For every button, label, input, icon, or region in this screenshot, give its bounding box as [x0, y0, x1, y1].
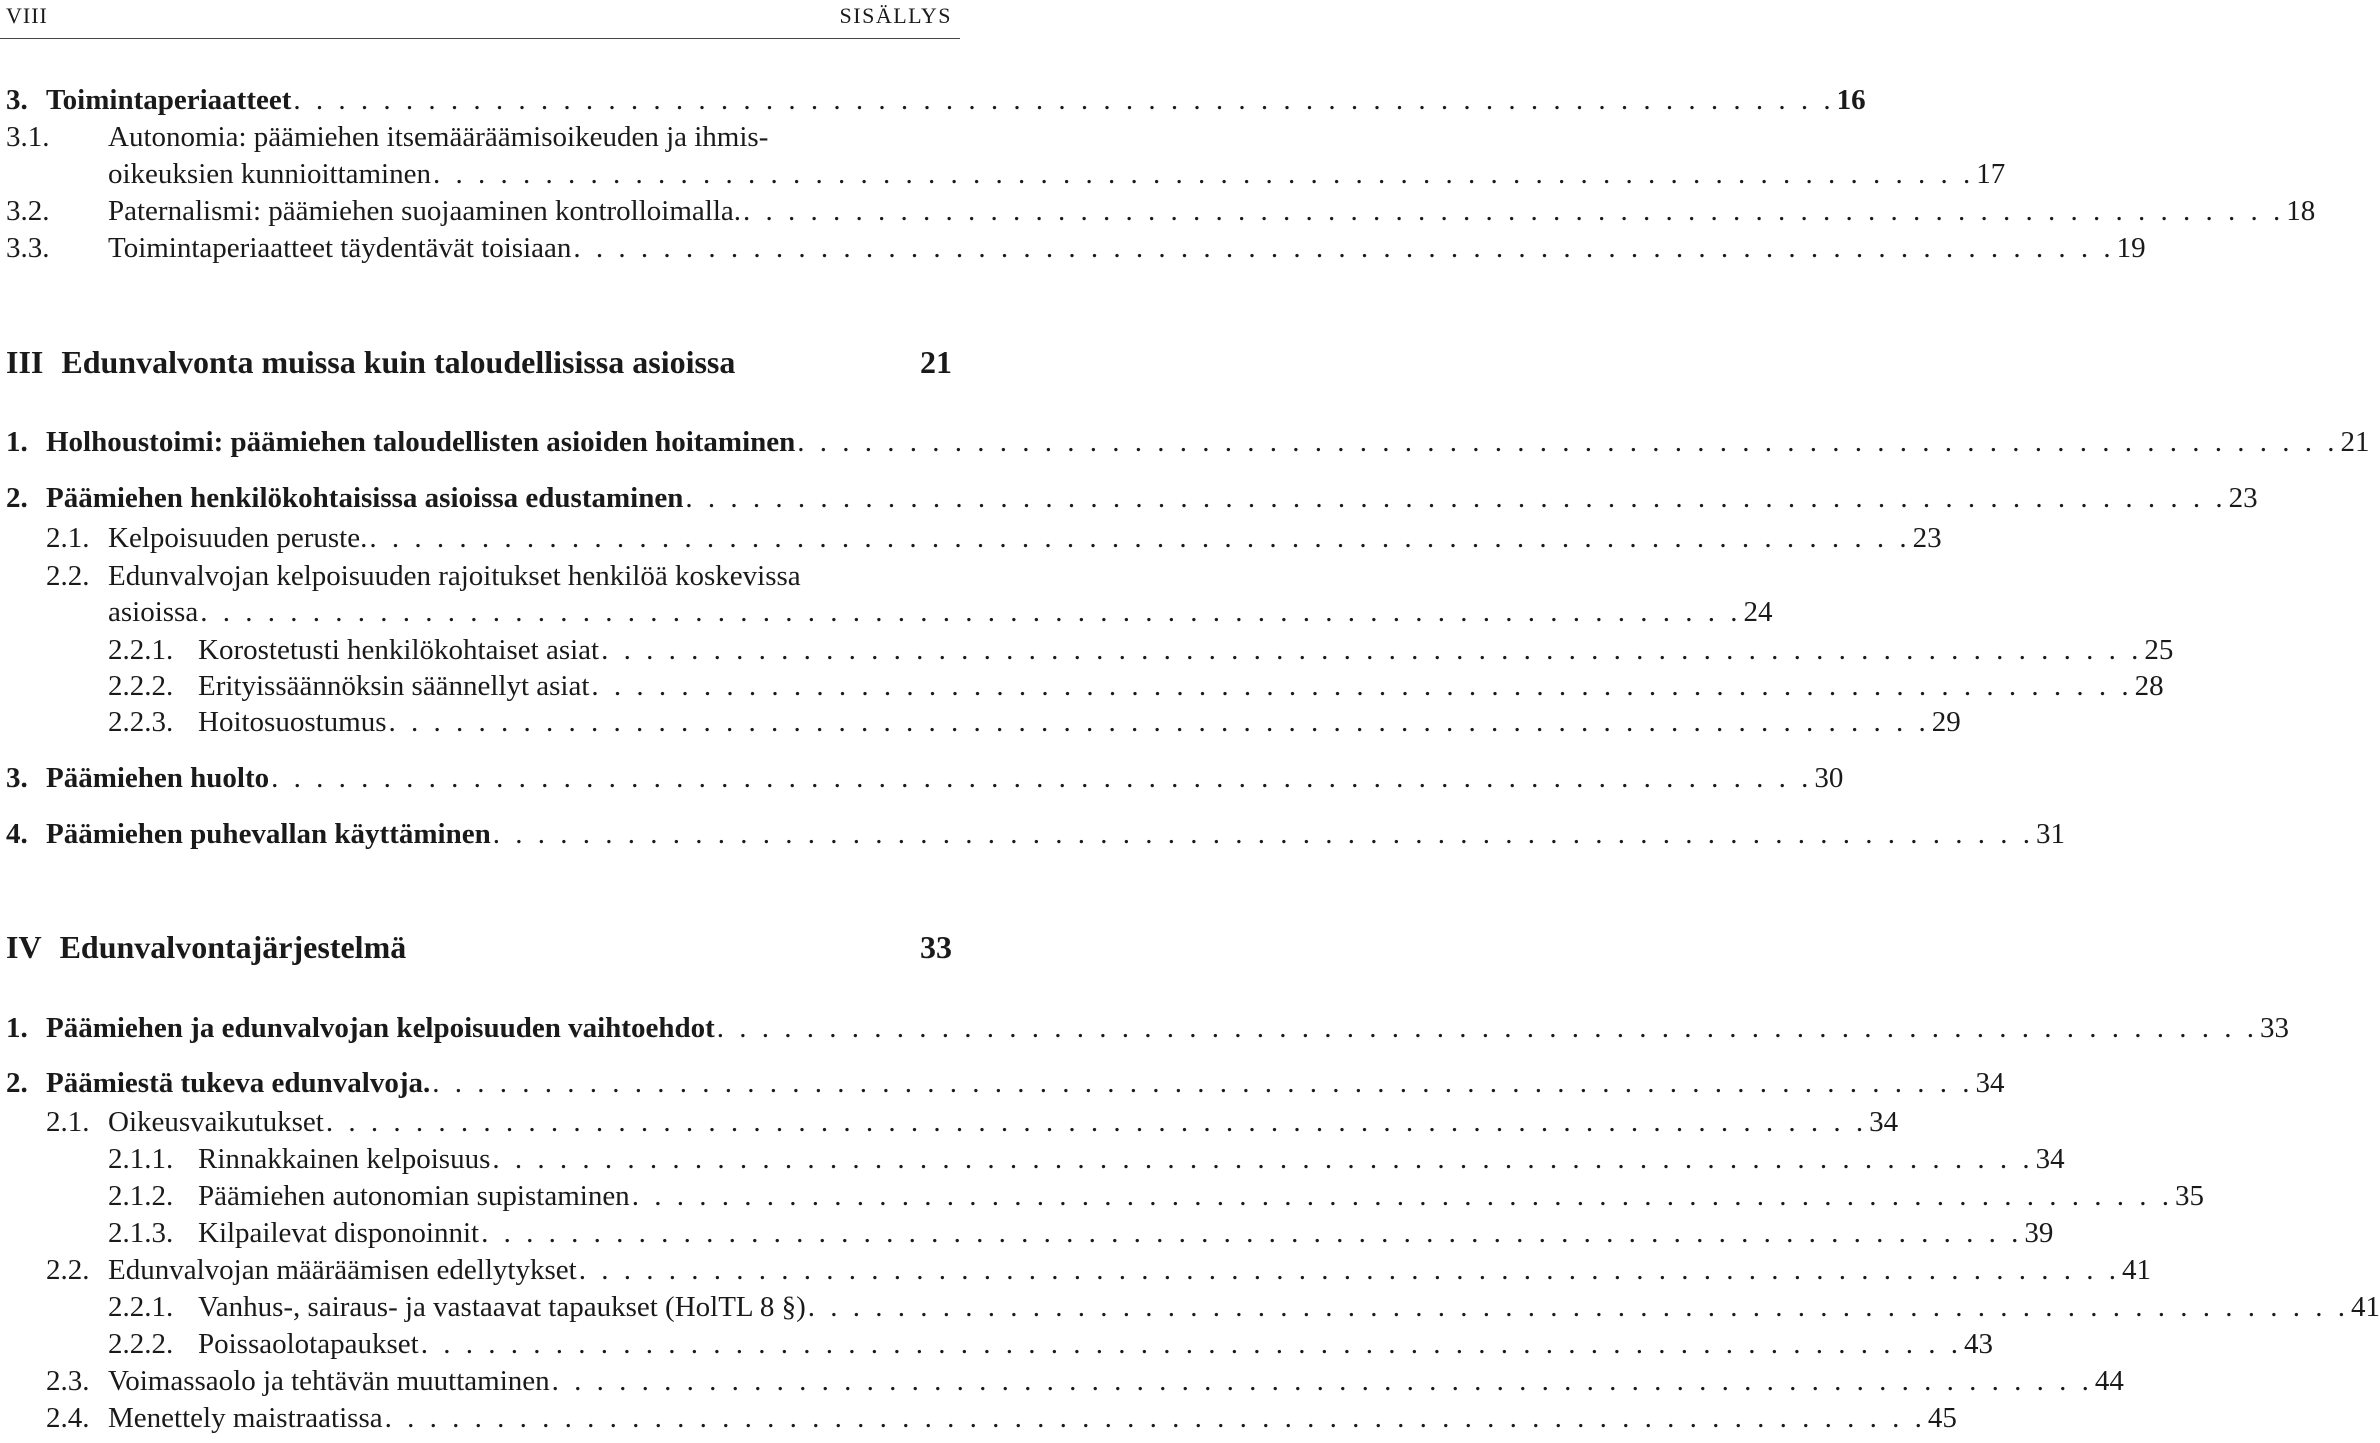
- toc-entry-title: Edunvalvojan määräämisen edellytykset: [108, 1254, 577, 1286]
- toc-entry-page: 30: [1814, 762, 1844, 794]
- toc-entry-number: 2.2.2.: [108, 1328, 174, 1360]
- toc-entry[interactable]: [6, 522, 1942, 558]
- toc-entry[interactable]: [6, 1143, 2065, 1179]
- page-number-roman: VIII: [6, 3, 48, 28]
- toc-entry-number: 2.2.: [46, 560, 90, 592]
- toc-entry[interactable]: [6, 706, 1961, 742]
- toc-entry-number: 3.: [6, 84, 28, 116]
- dot-leader: . . . . . . . . . . . . . . . . . . . . . . . . . . . . . . . . . . . . . . . . . . . . . . . . . . . . . . . . . . . . . . . . . . . . .: [492, 818, 2034, 850]
- toc-entry[interactable]: [6, 1067, 2005, 1103]
- toc-entry-page: 34: [1975, 1067, 2005, 1099]
- toc-entry-title: Paternalismi: päämiehen suojaaminen kontrolloimalla.: [108, 195, 742, 227]
- toc-entry-number: 2.: [6, 1067, 28, 1099]
- toc-entry-page: 24: [1743, 596, 1773, 628]
- toc-entry-number: 2.2.1.: [108, 1291, 174, 1323]
- toc-entry-title: Päämiehen ja edunvalvojan kelpoisuuden vaihtoehdot: [46, 1012, 715, 1044]
- toc-entry[interactable]: [6, 426, 2370, 462]
- toc-entry[interactable]: [6, 482, 2258, 518]
- toc-entry-title-cont: asioissa: [108, 596, 199, 628]
- toc-entry-page: 34: [2035, 1143, 2065, 1175]
- dot-leader: . . . . . . . . . . . . . . . . . . . . . . . . . . . . . . . . . . . . . . . . . . . . . . . . . . . . . . . . . . . . . . . . . . . . .: [797, 426, 2339, 458]
- dot-leader: . . . . . . . . . . . . . . . . . . . . . . . . . . . . . . . . . . . . . . . . . . . . . . . . . . . . . . . . . . . . . . . . . . . . .: [388, 706, 1930, 738]
- dot-leader: . . . . . . . . . . . . . . . . . . . . . . . . . . . . . . . . . . . . . . . . . . . . . . . . . . . . . . . . . . . . . . . . . . . . .: [573, 232, 2115, 264]
- dot-leader: . . . . . . . . . . . . . . . . . . . . . . . . . . . . . . . . . . . . . . . . . . . . . . . . . . . . . . . . . . . . . . . . . . . . .: [369, 522, 1911, 554]
- toc-entry-page: 21: [2340, 426, 2370, 458]
- toc-entry-title: Päämiehen puhevallan käyttäminen: [46, 818, 491, 850]
- toc-entry-page: 33: [2259, 1012, 2289, 1044]
- toc-entry-title: Rinnakkainen kelpoisuus: [198, 1143, 491, 1175]
- toc-entry[interactable]: [6, 1402, 1957, 1438]
- toc-entry-title: Päämiehen henkilökohtaisissa asioissa edustaminen: [46, 482, 684, 514]
- toc-entry-continuation[interactable]: [108, 596, 1773, 632]
- toc-entry[interactable]: [6, 1012, 2289, 1048]
- dot-leader: . . . . . . . . . . . . . . . . . . . . . . . . . . . . . . . . . . . . . . . . . . . . . . . . . . . . . . . . . . . . . . . . . . . . .: [578, 1254, 2120, 1286]
- toc-entry-number: 2.4.: [46, 1402, 90, 1434]
- toc-entry-title: Vanhus-, sairaus- ja vastaavat tapaukset (HolTL 8 §): [198, 1291, 806, 1323]
- part-heading[interactable]: [6, 344, 952, 384]
- toc-entry-number: 2.1.2.: [108, 1180, 174, 1212]
- part-page: 21: [920, 344, 952, 380]
- toc-entry-page: 39: [2024, 1217, 2054, 1249]
- toc-entry-page: 31: [2035, 818, 2065, 850]
- toc-entry[interactable]: [6, 762, 1844, 798]
- toc-entry-number: 3.1.: [6, 121, 50, 153]
- toc-entry-page: 19: [2116, 232, 2146, 264]
- dot-leader: . . . . . . . . . . . . . . . . . . . . . . . . . . . . . . . . . . . . . . . . . . . . . . . . . . . . . . . . . . . . . . . . . . . . .: [200, 596, 1742, 628]
- toc-entry-page: 18: [2286, 195, 2316, 227]
- toc-entry-number: 2.1.1.: [108, 1143, 174, 1175]
- dot-leader: . . . . . . . . . . . . . . . . . . . . . . . . . . . . . . . . . . . . . . . . . . . . . . . . . . . . . . . . . . . . . . . . . . . . .: [325, 1106, 1868, 1138]
- part-number: IV: [6, 929, 42, 965]
- toc-entry-page: 43: [1963, 1328, 1993, 1360]
- toc-entry-page: 16: [1836, 84, 1866, 116]
- toc-entry[interactable]: [6, 560, 958, 596]
- toc-entry[interactable]: [6, 232, 2146, 268]
- toc-entry[interactable]: [6, 1291, 2380, 1327]
- toc-entry-number: 2.2.1.: [108, 634, 174, 666]
- toc-entry[interactable]: [6, 1106, 1899, 1142]
- toc-entry-title: Erityissäännöksin säännellyt asiat: [198, 670, 590, 702]
- dot-leader: . . . . . . . . . . . . . . . . . . . . . . . . . . . . . . . . . . . . . . . . . . . . . . . . . . . . . . . . . . . . . . . . . . . . .: [551, 1365, 2093, 1397]
- toc-entry[interactable]: [6, 1328, 1993, 1364]
- toc-entry-number: 2.1.3.: [108, 1217, 174, 1249]
- dot-leader: . . . . . . . . . . . . . . . . . . . . . . . . . . . . . . . . . . . . . . . . . . . . . . . . . . . . . . . . . . . . . . . . . . . . .: [293, 84, 1835, 116]
- page-header: [0, 0, 960, 39]
- toc-entry-number: 3.2.: [6, 195, 50, 227]
- toc-entry-title: Päämiestä tukeva edunvalvoja.: [46, 1067, 431, 1099]
- dot-leader: . . . . . . . . . . . . . . . . . . . . . . . . . . . . . . . . . . . . . . . . . . . . . . . . . . . . . . . . . . . . . . . . . . . . .: [685, 482, 2227, 514]
- toc-entry-page: 35: [2174, 1180, 2204, 1212]
- toc-entry-number: 2.2.: [46, 1254, 90, 1286]
- toc-entry-title: Edunvalvojan kelpoisuuden rajoitukset henkilöä koskevissa: [108, 560, 801, 592]
- toc-entry-title: Autonomia: päämiehen itsemääräämisoikeuden ja ihmis-: [108, 121, 769, 153]
- toc-entry[interactable]: [6, 121, 958, 157]
- toc-entry-page: 28: [2134, 670, 2164, 702]
- toc-entry-title-cont: oikeuksien kunnioittaminen: [108, 158, 431, 190]
- toc-entry-title: Menettely maistraatissa: [108, 1402, 383, 1434]
- toc-entry-number: 2.1.: [46, 1106, 90, 1138]
- toc-entry-title: Voimassaolo ja tehtävän muuttaminen: [108, 1365, 550, 1397]
- toc-entry-title: Holhoustoimi: päämiehen taloudellisten asioiden hoitaminen: [46, 426, 796, 458]
- toc-entry-title: Päämiehen huolto: [46, 762, 270, 794]
- toc-entry-title: Poissaolotapaukset: [198, 1328, 419, 1360]
- toc-entry-page: 23: [2228, 482, 2258, 514]
- toc-entry[interactable]: [6, 818, 2065, 854]
- dot-leader: . . . . . . . . . . . . . . . . . . . . . . . . . . . . . . . . . . . . . . . . . . . . . . . . . . . . . . . . . . . . . . . . . . . . .: [716, 1012, 2258, 1044]
- toc-entry-page: 23: [1912, 522, 1942, 554]
- toc-entry[interactable]: [6, 670, 2164, 706]
- dot-leader: . . . . . . . . . . . . . . . . . . . . . . . . . . . . . . . . . . . . . . . . . . . . . . . . . . . . . . . . . . . . . . . . . . . . .: [481, 1217, 2023, 1249]
- toc-entry-title: Kelpoisuuden peruste.: [108, 522, 368, 554]
- dot-leader: . . . . . . . . . . . . . . . . . . . . . . . . . . . . . . . . . . . . . . . . . . . . . . . . . . . . . . . . . . . . . . . . . . . . .: [743, 195, 2285, 227]
- toc-entry-number: 1.: [6, 426, 28, 458]
- part-number: III: [6, 344, 44, 380]
- dot-leader: . . . . . . . . . . . . . . . . . . . . . . . . . . . . . . . . . . . . . . . . . . . . . . . . . . . . . . . . . . . . . . . . . . . . .: [384, 1402, 1926, 1434]
- toc-entry-number: 3.: [6, 762, 28, 794]
- toc-entry-number: 2.2.3.: [108, 706, 174, 738]
- dot-leader: . . . . . . . . . . . . . . . . . . . . . . . . . . . . . . . . . . . . . . . . . . . . . . . . . . . . . . . . . . . . . . . . . . . . .: [631, 1180, 2173, 1212]
- part-title: Edunvalvontajärjestelmä: [59, 929, 407, 965]
- toc-entry-page: 25: [2144, 634, 2174, 666]
- toc-entry-number: 4.: [6, 818, 28, 850]
- toc-entry-number: 2.: [6, 482, 28, 514]
- toc-entry-page: 17: [1976, 158, 2006, 190]
- toc-entry-title: Päämiehen autonomian supistaminen: [198, 1180, 630, 1212]
- dot-leader: . . . . . . . . . . . . . . . . . . . . . . . . . . . . . . . . . . . . . . . . . . . . . . . . . . . . . . . . . . . . . . . . . . . . .: [807, 1291, 2349, 1323]
- toc-entry-page: 41: [2350, 1291, 2380, 1323]
- dot-leader: . . . . . . . . . . . . . . . . . . . . . . . . . . . . . . . . . . . . . . . . . . . . . . . . . . . . . . . . . . . . . . . . . . . . .: [591, 670, 2133, 702]
- toc-entry-continuation[interactable]: [108, 158, 2006, 194]
- toc-entry-page: 41: [2121, 1254, 2151, 1286]
- toc-entry[interactable]: [6, 84, 1866, 120]
- toc-entry[interactable]: [6, 1365, 2124, 1401]
- toc-entry-page: 44: [2094, 1365, 2124, 1397]
- toc-entry-title: Toimintaperiaatteet täydentävät toisiaan: [108, 232, 572, 264]
- dot-leader: . . . . . . . . . . . . . . . . . . . . . . . . . . . . . . . . . . . . . . . . . . . . . . . . . . . . . . . . . . . . . . . . . . . . .: [432, 1067, 1974, 1099]
- toc-entry[interactable]: [6, 634, 2174, 670]
- dot-leader: . . . . . . . . . . . . . . . . . . . . . . . . . . . . . . . . . . . . . . . . . . . . . . . . . . . . . . . . . . . . . . . . . . . . .: [271, 762, 1813, 794]
- dot-leader: . . . . . . . . . . . . . . . . . . . . . . . . . . . . . . . . . . . . . . . . . . . . . . . . . . . . . . . . . . . . . . . . . . . . .: [432, 158, 1975, 190]
- toc-entry-title: Oikeusvaikutukset: [108, 1106, 324, 1138]
- part-page: 33: [920, 929, 952, 965]
- toc-entry-page: 29: [1931, 706, 1961, 738]
- toc-entry-number: 3.3.: [6, 232, 50, 264]
- toc-entry-number: 2.2.2.: [108, 670, 174, 702]
- dot-leader: . . . . . . . . . . . . . . . . . . . . . . . . . . . . . . . . . . . . . . . . . . . . . . . . . . . . . . . . . . . . . . . . . . . . .: [492, 1143, 2034, 1175]
- part-heading[interactable]: [6, 929, 952, 969]
- toc-entry-title: Kilpailevat disponoinnit: [198, 1217, 480, 1249]
- part-title: Edunvalvonta muissa kuin taloudellisissa asioissa: [61, 344, 736, 380]
- toc-entry-title: Korostetusti henkilökohtaiset asiat: [198, 634, 600, 666]
- toc-entry[interactable]: [6, 195, 2316, 231]
- toc-entry-title: Hoitosuostumus: [198, 706, 387, 738]
- dot-leader: . . . . . . . . . . . . . . . . . . . . . . . . . . . . . . . . . . . . . . . . . . . . . . . . . . . . . . . . . . . . . . . . . . . . .: [420, 1328, 1962, 1360]
- toc-entry-number: 2.3.: [46, 1365, 90, 1397]
- toc-entry-number: 2.1.: [46, 522, 90, 554]
- running-header-title: SISÄLLYS: [839, 3, 952, 28]
- toc-entry-title: Toimintaperiaatteet: [46, 84, 292, 116]
- toc-entry-number: 1.: [6, 1012, 28, 1044]
- toc-entry[interactable]: [6, 1254, 2151, 1290]
- toc-entry-page: 45: [1927, 1402, 1957, 1434]
- toc-entry-page: 34: [1869, 1106, 1899, 1138]
- dot-leader: . . . . . . . . . . . . . . . . . . . . . . . . . . . . . . . . . . . . . . . . . . . . . . . . . . . . . . . . . . . . . . . . . . . . .: [601, 634, 2143, 666]
- toc-entry[interactable]: [6, 1180, 2204, 1216]
- toc-entry[interactable]: [6, 1217, 2054, 1253]
